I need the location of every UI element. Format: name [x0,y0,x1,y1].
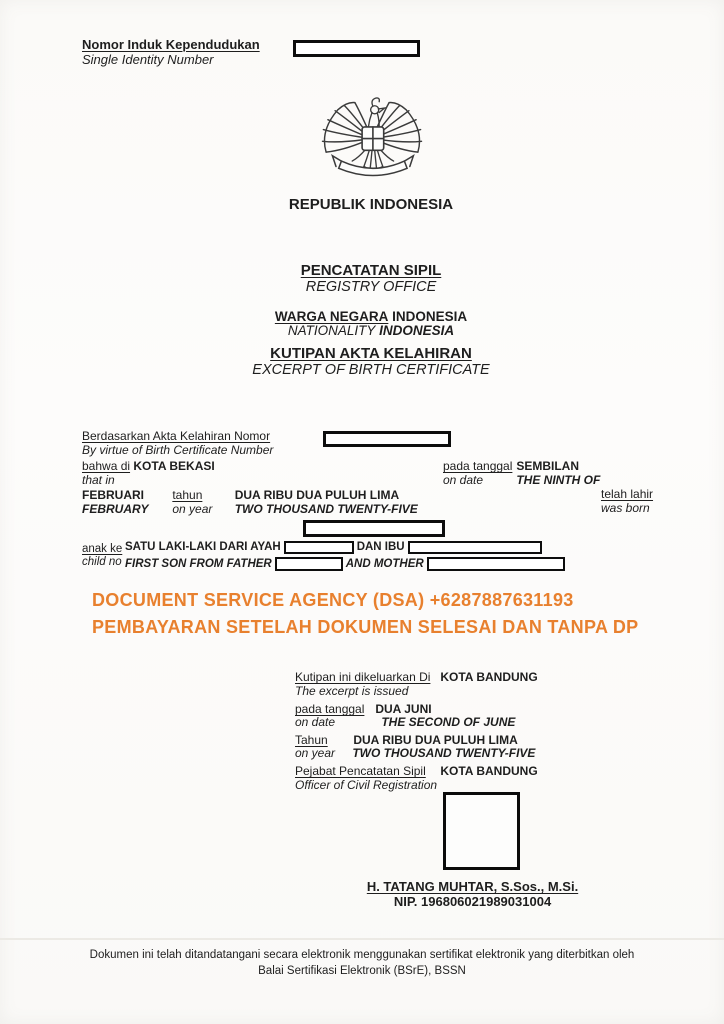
mother-conj-id: DAN IBU [356,541,405,553]
doc-title-en: EXCERPT OF BIRTH CERTIFICATE [252,362,490,378]
electronic-signature-box [443,792,520,870]
issued-line-id [295,670,538,684]
basis-block [82,429,273,457]
birthdate-value-id: SEMBILAN [516,459,580,473]
place-value: KOTA BEKASI [133,459,215,473]
watermark-line-2: PEMBAYARAN SETELAH DOKUMEN SELESAI DAN TANPA DP [92,617,639,637]
birth-year-value-en: TWO THOUSAND TWENTY-FIVE [234,502,418,516]
officer-line-en: Officer of Civil Registration [295,778,438,792]
issued-line-en: The excerpt is issued [295,684,409,698]
redaction-box-mother-en [427,557,565,571]
footer-line-2: Balai Sertifikasi Elektronik (BSrE), BSSN [258,965,466,977]
child-no-block [82,543,122,569]
issue-date-label-id: pada tanggal [295,702,365,716]
child-label-id: anak ke [82,543,123,555]
redaction-box-certificate-number [323,431,451,447]
issued-label-id: Kutipan ini dikeluarkan Di [295,670,431,684]
issue-year-value-id: DUA RIBU DUA PULUH LIMA [353,733,518,747]
birth-year-value-id: DUA RIBU DUA PULUH LIMA [234,488,400,502]
birthdate-value-en: THE NINTH OF [516,473,601,487]
born-label-en: was born [601,501,650,515]
issue-date-line-en [295,715,515,729]
nationality-line-id [18,309,724,324]
issue-date-value-id: DUA JUNI [375,702,432,716]
signer-nip: NIP. 196806021989031004 [393,894,552,909]
child-value-en: FIRST SON FROM FATHER [125,557,272,570]
signer-name: H. TATANG MUHTAR, S.Sos., M.Si. [366,879,579,894]
issued-place-value: KOTA BANDUNG [440,670,538,684]
officer-line-id [295,764,538,778]
officer-place-value: KOTA BANDUNG [440,764,538,778]
office-title-id: PENCATATAN SIPIL [300,262,442,279]
born-label-id: telah lahir [601,487,654,501]
basis-label-en: By virtue of Birth Certificate Number [82,443,274,457]
nik-label-block [82,37,260,67]
watermark-line-1: DOCUMENT SERVICE AGENCY (DSA) +6287887631193 [92,590,574,610]
doc-title-id: KUTIPAN AKTA KELAHIRAN [270,345,472,362]
birth-month-year-block [82,488,418,516]
child-label-en: child no [82,556,122,568]
issue-year-value-en: TWO THOUSAND TWENTY-FIVE [352,746,536,760]
child-value-id: SATU LAKI-LAKI DARI AYAH [125,541,281,553]
redaction-box-nik [293,40,420,57]
nik-label-id: Nomor Induk Kependudukan [82,37,260,52]
issue-year-label-id: Tahun [295,733,328,747]
mother-conj-en: AND MOTHER [345,557,424,570]
birth-month-en: FEBRUARY [82,502,149,516]
birthdate-block [443,459,600,487]
garuda-pancasila-icon [318,96,426,192]
place-label-id: bahwa di [82,459,131,473]
parents-line-en [125,557,565,571]
office-title-en: REGISTRY OFFICE [305,279,437,295]
place-label-en: that in [82,473,115,487]
issue-date-line-id [295,702,432,716]
nationality-line-en [18,323,724,338]
issue-date-value-en: THE SECOND OF JUNE [381,715,516,729]
footer-block [0,947,724,979]
country-title: REPUBLIK INDONESIA [288,196,454,213]
parents-line-id [125,541,542,554]
footer-line-1: Dokumen ini telah ditandatangani secara elektronik menggunakan sertifikat elektronik yang diterbitkan oleh [89,949,635,961]
birthdate-label-id: pada tanggal [443,459,513,473]
nationality-value-id: INDONESIA [392,309,468,324]
nationality-label-id: WARGA NEGARA [274,309,389,324]
birth-year-label-en: on year [172,502,213,516]
issue-year-label-en: on year [295,746,336,760]
divider [0,938,724,940]
birth-month-id: FEBRUARI [82,488,144,502]
redaction-box-mother-id [408,541,542,554]
issue-date-label-en: on date [295,715,336,729]
redaction-box-father-id [284,541,354,554]
issue-year-line-id [295,733,518,747]
was-born-block [601,487,653,515]
nik-label-en: Single Identity Number [82,52,214,67]
officer-label-id: Pejabat Pencatatan Sipil [295,764,426,778]
place-block [82,459,215,487]
nationality-value-en: INDONESIA [379,323,455,338]
issue-year-line-en [295,746,535,760]
signer-block [345,879,600,909]
birth-year-label-id: tahun [172,488,203,502]
nationality-label-en: NATIONALITY [287,323,376,338]
birthdate-label-en: on date [443,473,484,487]
basis-label-id: Berdasarkan Akta Kelahiran Nomor [82,429,271,443]
redaction-box-child-name [303,520,445,537]
redaction-box-father-en [275,557,343,571]
